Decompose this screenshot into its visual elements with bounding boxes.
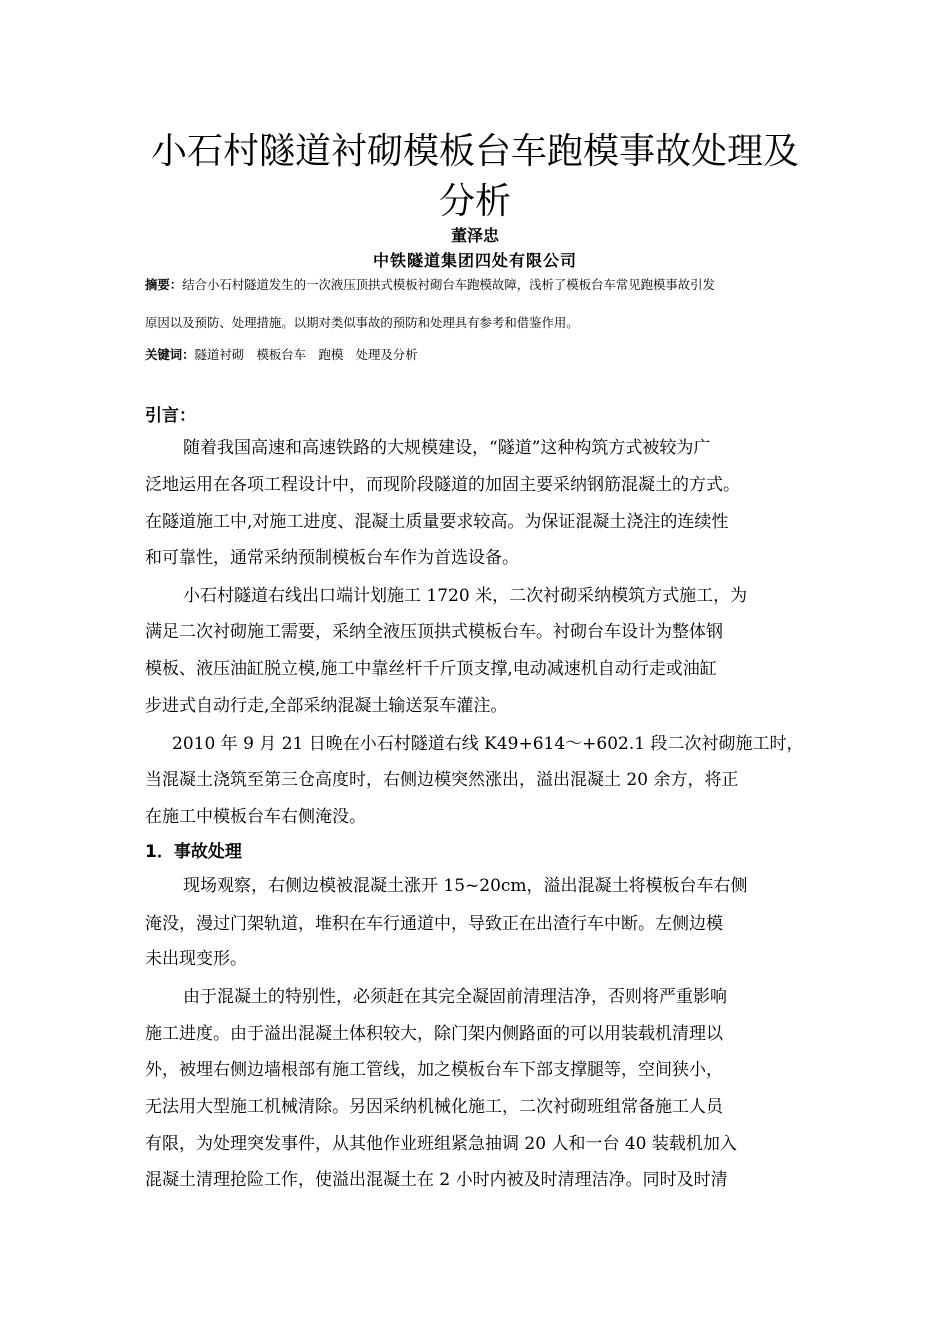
body-line: 无法用大型施工机械清除。另因采纳机械化施工，二次衬砌班组常备施工人员 xyxy=(145,1097,723,1117)
abstract-line-2: 原因以及预防、处理措施。以期对类似事故的预防和处理具有参考和借鉴作用。 xyxy=(145,315,579,330)
body-line: 施工进度。由于溢出混凝土体积较大，除门架内侧路面的可以用装载机清理以 xyxy=(145,1024,723,1044)
keywords-text: 隧道衬砌 模板台车 跑模 处理及分析 xyxy=(194,347,418,362)
body-line: 和可靠性，通常采纳预制模板台车作为首选设备。 xyxy=(145,548,519,568)
body-line: 模板、液压油缸脱立模,施工中靠丝杆千斤顶支撑,电动减速机自动行走或油缸 xyxy=(145,659,717,679)
keywords-line xyxy=(145,346,825,364)
document-title-line-2: 分析 xyxy=(438,181,511,222)
abstract-line-1 xyxy=(145,276,825,294)
keywords-label: 关键词： xyxy=(145,347,195,362)
body-line: 随着我国高速和高速铁路的大规模建设，“隧道”这种构筑方式被较为广 xyxy=(183,438,711,458)
body-line: 有限，为处理突发事件，从其他作业班组紧急抽调 20 人和一台 40 装载机加入 xyxy=(145,1134,737,1154)
body-line: 现场观察，右侧边模被混凝土涨开 15~20cm，溢出混凝土将模板台车右侧 xyxy=(183,876,748,896)
abstract-label: 摘要： xyxy=(145,277,183,292)
body-line: 当混凝土浇筑至第三仓高度时，右侧边模突然涨出，溢出混凝土 20 余方，将正 xyxy=(145,770,739,790)
body-line: 步进式自动行走,全部采纳混凝土输送泵车灌注。 xyxy=(145,696,508,716)
body-line: 混凝土清理抢险工作，使溢出混凝土在 2 小时内被及时清理洁净。同时及时清 xyxy=(145,1170,728,1190)
body-line: 外，被埋右侧边墙根部有施工管线，加之模板台车下部支撑腿等，空间狭小， xyxy=(145,1060,723,1080)
body-line: 未出现变形。 xyxy=(145,949,247,969)
abstract-text-1: 结合小石村隧道发生的一次液压顶拱式模板衬砌台车跑模故障，浅析了模板台车常见跑模事故引发 xyxy=(182,277,715,292)
body-line: 淹没，漫过门架轨道，堆积在车行通道中，导致正在出渣行车中断。左侧边模 xyxy=(145,914,723,934)
body-line: 在隧道施工中,对施工进度、混凝土质量要求较高。为保证混凝土浇注的连续性 xyxy=(145,512,729,532)
body-line: 泛地运用在各项工程设计中，而现阶段隧道的加固主要采纳钢筋混凝土的方式。 xyxy=(145,475,740,495)
intro-heading: 引言： xyxy=(145,406,196,426)
section-heading-accident-handling: 1．事故处理 xyxy=(145,842,242,862)
author-name: 董泽忠 xyxy=(450,226,499,245)
body-line: 2010 年 9 月 21 日晚在小石村隧道右线 K49+614～+602.1 段二次衬砌施工时， xyxy=(172,734,804,754)
body-line: 满足二次衬砌施工需要，采纳全液压顶拱式模板台车。衬砌台车设计为整体钢 xyxy=(145,622,723,642)
body-line: 小石村隧道右线出口端计划施工 1720 米，二次衬砌采纳模筑方式施工，为 xyxy=(183,586,748,606)
body-line: 在施工中模板台车右侧淹没。 xyxy=(145,807,366,827)
document-title-line-1: 小石村隧道衬砌模板台车跑模事故处理及 xyxy=(150,131,799,172)
body-line: 由于混凝土的特别性，必须赶在其完全凝固前清理洁净，否则将严重影响 xyxy=(183,987,727,1007)
author-organization: 中铁隧道集团四处有限公司 xyxy=(372,251,577,270)
